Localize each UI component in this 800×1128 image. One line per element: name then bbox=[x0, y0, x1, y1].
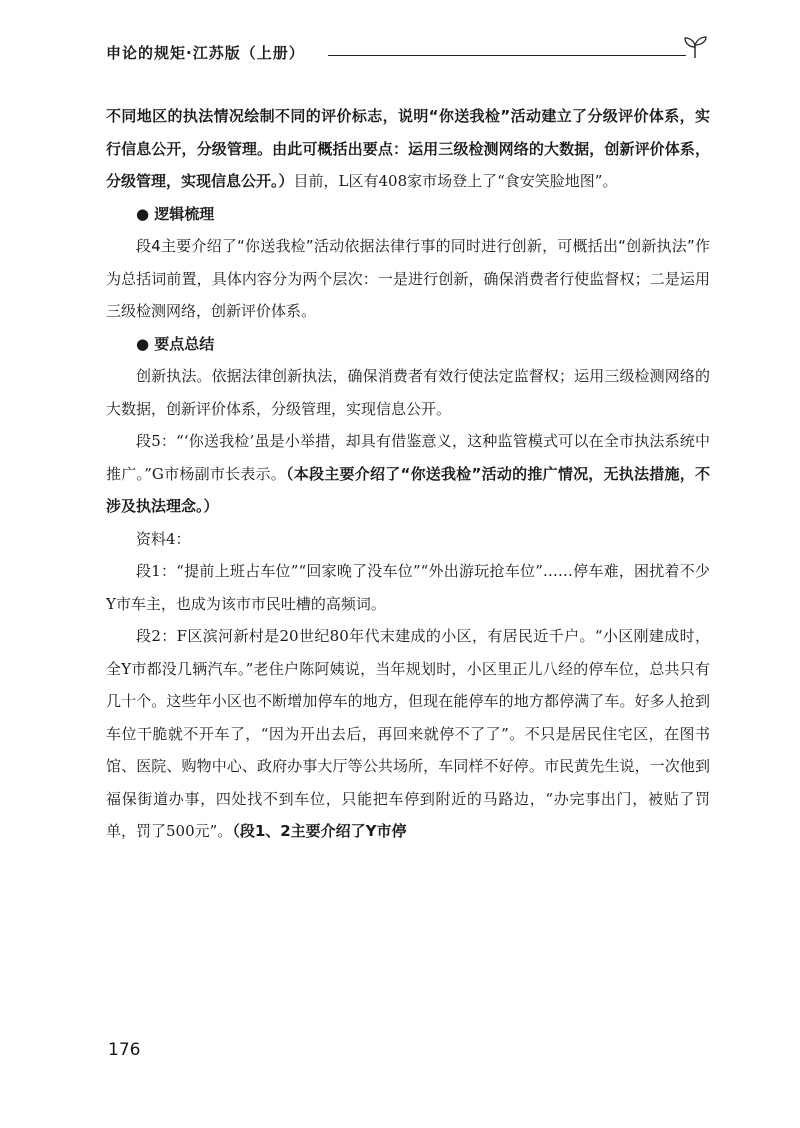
analysis-note: （本段主要介绍了“你送我检”活动的推广情况，无执法措施，不涉及执法理念。） bbox=[106, 464, 710, 515]
material-label: 资料4： bbox=[136, 529, 191, 548]
analysis-note: 不同地区的执法情况绘制不同的评价标志，说明“你送我检”活动建立了分级评价体系，实行信息公开，分级管理。由此可概括出要点：运用三级检测网络的大数据，创新评价体系，分级管理，实现信息公开。） bbox=[106, 107, 710, 190]
paragraph-text: 目前，L区有408家市场登上了“食安笑脸地图”。 bbox=[293, 172, 618, 190]
running-header bbox=[106, 40, 710, 66]
analysis-note: （段1、2主要介绍了Y市停 bbox=[232, 822, 407, 840]
paragraph-continuation bbox=[106, 100, 710, 198]
material-paragraph-1: 段1：“提前上班占车位”“回家晚了没车位”“外出游玩抢车位”……停车难，困扰着不少Y市车主，也成为该市市民吐槽的高频词。 bbox=[106, 562, 710, 613]
paragraph-5 bbox=[106, 425, 710, 523]
logic-paragraph: 段4主要介绍了“你送我检”活动依据法律行事的同时进行创新，可概括出“创新执法”作为总括词前置，具体内容分为两个层次：一是进行创新，确保消费者行使监督权；二是运用三级检测网络，创新评价体系。 bbox=[106, 237, 710, 320]
section-heading-summary: ● 要点总结 bbox=[136, 334, 215, 353]
header-title: 申论的规矩·江苏版（上册） bbox=[106, 44, 305, 62]
summary-paragraph: 创新执法。依据法律创新执法，确保消费者有效行使法定监督权；运用三级检测网络的大数据，创新评价体系，分级管理，实现信息公开。 bbox=[106, 367, 710, 418]
paragraph-text: 段5：“‘你送我检’虽是小举措，却具有借鉴意义，这种监管模式可以在全市执法系统中推广。”G市杨副市长表示。 bbox=[106, 432, 710, 483]
sprout-icon bbox=[682, 34, 708, 60]
section-heading-logic: ● 逻辑梳理 bbox=[136, 204, 215, 223]
material-paragraph-2 bbox=[106, 620, 710, 848]
paragraph-text: 段2：F区滨河新村是20世纪80年代末建成的小区，有居民近千户。“小区刚建成时，全Y市都没几辆汽车。”老住户陈阿姨说，当年规划时，小区里正儿八经的停车位，总共只有几十个。这些年小区也不断增加停车的地方，但现在能停车的地方都停满了车。好多人抢到车位干脆就不开车了，“因为开出去后，再回来就停不了了”。不只是居民住宅区，在图书馆、医院、购物中心、政府办事大厅等公共场所，车同样不好停。市民黄先生说，一次他到福保街道办事，四处找不到车位，只能把车停到附近的马路边，“办完事出门，被贴了罚单，罚了500元”。 bbox=[106, 627, 710, 840]
page-body bbox=[106, 100, 710, 848]
header-rule bbox=[328, 55, 686, 56]
page-number: 176 bbox=[108, 1040, 141, 1060]
